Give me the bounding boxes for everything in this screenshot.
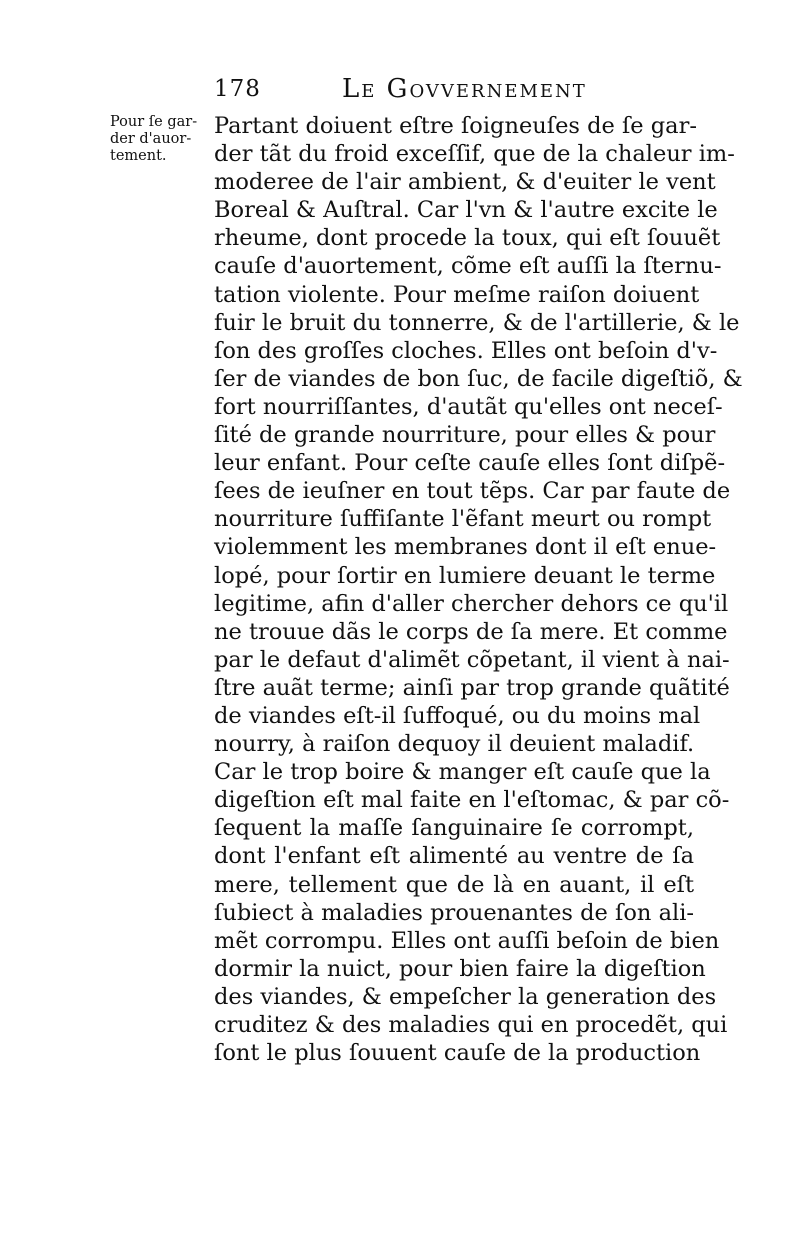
text-line: ſer de viandes de bon ſuc, de facile digeſtiõ, & [214, 365, 743, 392]
marginal-note-line: tement. [110, 148, 167, 164]
text-line: Partant doiuent eſtre ſoigneuſes de ſe gar- [214, 113, 697, 139]
text-line: digeſtion eſt mal faite en l'eſtomac, & par cõ- [214, 787, 730, 814]
marginal-note-line: Pour ſe gar- [110, 114, 198, 130]
text-line: Boreal & Auſtral. Car l'vn & l'autre excite le [214, 197, 718, 224]
text-line: dont l'enfant eſt alimenté au ventre de ſa [214, 843, 694, 870]
text-line: der tãt du froid exceſſif, que de la chaleur im- [214, 141, 735, 168]
text-line: dormir la nuict, pour bien faire la digeſtion [214, 955, 706, 982]
page-header [214, 74, 594, 114]
text-line: nourriture ſuffiſante l'ẽfant meurt ou rompt [214, 506, 712, 533]
text-line: ſtre auãt terme; ainſi par trop grande quãtité [214, 674, 730, 701]
text-line: ſubiect à maladies prouenantes de ſon ali- [214, 899, 694, 926]
text-line: de viandes eſt-il ſuffoqué, ou du moins mal [214, 702, 701, 729]
text-line: leur enfant. Pour ceſte cauſe elles ſont diſpẽ- [214, 450, 726, 477]
text-line: ſon des groſſes cloches. Elles ont beſoin d'v- [214, 337, 718, 364]
body-text [214, 112, 743, 1067]
text-line: Car le trop boire & manger eſt cauſe que la [214, 759, 711, 786]
text-line: ſité de grande nourriture, pour elles & pour [214, 422, 716, 449]
marginal-note [110, 114, 210, 165]
text-line: mẽt corrompu. Elles ont auſſi beſoin de bien [214, 927, 720, 954]
text-line: ſont le plus ſouuent cauſe de la production [214, 1040, 701, 1067]
page-number: 178 [214, 76, 261, 102]
text-line: violemment les membranes dont il eſt enue- [214, 534, 717, 561]
text-line: cruditez & des maladies qui en procedẽt, qui [214, 1012, 728, 1038]
text-line: tation violente. Pour meſme raiſon doiuent [214, 281, 700, 308]
text-line: ſees de ieuſner en tout tẽps. Car par faute de [214, 478, 731, 505]
text-line: ſequent la maſſe ſanguinaire ſe corrompt, [214, 815, 694, 842]
text-line: moderee de l'air ambient, & d'euiter le vent [214, 169, 716, 196]
text-line: cauſe d'auortement, cõme eſt auſſi la ſternu- [214, 253, 722, 280]
text-line: nourry, à raiſon dequoy il deuient maladif. [214, 731, 695, 758]
text-line: fuir le bruit du tonnerre, & de l'artillerie, & le [214, 309, 740, 336]
text-line: fort nourriſſantes, d'autãt qu'elles ont neceſ- [214, 393, 723, 420]
text-line: rheume, dont procede la toux, qui eſt ſouuẽt [214, 225, 721, 252]
marginal-note-line: der d'auor- [110, 131, 192, 147]
running-head: Le Govvernement [342, 74, 587, 104]
text-line: par le defaut d'alimẽt cõpetant, il vient à nai- [214, 646, 730, 673]
text-line: des viandes, & empeſcher la generation des [214, 983, 717, 1010]
text-line: legitime, afin d'aller chercher dehors ce qu'il [214, 590, 729, 617]
text-line: lopé, pour ſortir en lumiere deuant le terme [214, 562, 716, 589]
text-line: ne trouue dãs le corps de ſa mere. Et comme [214, 618, 728, 645]
text-line: mere, tellement que de là en auant, il eſt [214, 871, 694, 898]
